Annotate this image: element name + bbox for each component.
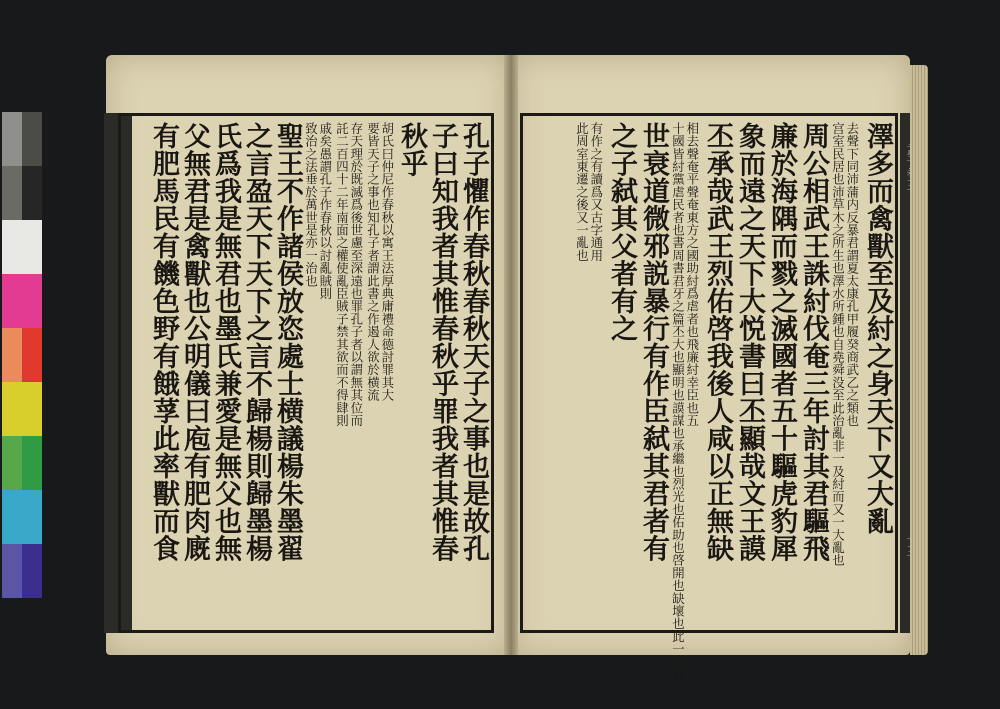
right-commentary-column-pair <box>671 122 698 681</box>
calibration-swatch <box>22 382 42 436</box>
right-commentary-line: 有作之有讀爲又古字通用 <box>588 122 604 262</box>
left-main-text-column: 氏爲我是無君也墨氏兼愛是無父也無 <box>210 122 241 562</box>
left-commentary-line: 存天理於既滅爲後世慮至深遠也罪孔子者以謂無其位而 <box>348 122 364 427</box>
right-main-text-column: 象而遠之天下大悦書曰丕顯哉文王謨 <box>734 122 765 562</box>
left-page <box>106 55 509 655</box>
calibration-swatch <box>2 382 22 436</box>
left-main-text-column: 父無君是禽獸也公明儀曰庖有肥肉廐 <box>179 122 210 562</box>
right-commentary-line: 去聲下同沛蒲内反暴君謂夏太康孔甲履癸商武乙之類也 <box>844 122 860 427</box>
calibration-swatch <box>22 436 42 490</box>
right-main-text-column: 之子弑其父者有之 <box>606 122 637 342</box>
calibration-swatch <box>2 112 22 166</box>
calibration-swatch <box>22 166 42 220</box>
color-calibration-strip <box>2 112 43 598</box>
open-book <box>106 55 928 681</box>
calibration-swatch <box>22 274 42 328</box>
calibration-swatch <box>22 112 42 166</box>
left-commentary-line: 託二百四十二年南面之權使亂臣賊子禁其欲而不得肆則 <box>334 122 350 427</box>
left-commentary-column-pair <box>335 122 362 427</box>
calibration-swatch <box>22 544 42 598</box>
calibration-swatch <box>2 166 22 220</box>
left-commentary-line: 致治之法垂於萬世是亦一治也 <box>303 122 319 288</box>
left-main-text-column: 有肥馬民有饑色野有餓莩此率獸而食 <box>148 122 179 562</box>
right-page <box>512 55 910 681</box>
left-page-frame <box>118 113 494 633</box>
calibration-swatch <box>22 328 42 382</box>
right-main-text-column: 丕承哉武王烈佑啓我後人咸以正無缺 <box>702 122 733 562</box>
left-commentary-line: 胡氏曰仲尼作春秋以寓王法厚典庸禮命德討罪其大 <box>379 122 395 402</box>
calibration-swatch <box>22 220 42 274</box>
calibration-swatch <box>2 274 22 328</box>
right-commentary-line: 此周室東遷之後又一亂也 <box>574 122 590 262</box>
page-edges <box>910 65 928 655</box>
calibration-swatch <box>2 328 22 382</box>
left-main-text-column: 聖王不作諸侯放恣處士横議楊朱墨翟 <box>272 122 303 562</box>
book-gutter <box>504 55 518 655</box>
calibration-swatch <box>2 544 22 598</box>
right-main-text-column: 廉於海隅而戮之滅國者五十驅虎豹犀 <box>766 122 797 562</box>
right-main-text-column: 澤多而禽獸至及紂之身天下又大亂 <box>862 122 893 535</box>
left-commentary-column-pair <box>366 122 393 401</box>
right-commentary-column-pair <box>831 122 858 567</box>
right-commentary-line: 十國皆紂黨虐民者也書周書君牙之篇丕大也顯明也謨謀也承繼也烈光也佑助也啓開也缺壞也此一治也 <box>670 122 686 681</box>
right-main-text-column: 周公相武王誅紂伐奄三年討其君驅飛 <box>798 122 829 562</box>
right-commentary-line: 相去聲奄平聲奄東方之國助紂爲虐者也飛廉紂幸臣也五 <box>684 122 700 427</box>
right-page-frame <box>520 113 898 681</box>
left-main-text-column: 孔子懼作春秋春秋天子之事也是故孔 <box>458 122 489 562</box>
calibration-swatch <box>22 490 42 544</box>
right-main-text-column: 世衰道微邪説暴行有作臣弑其君者有 <box>638 122 669 562</box>
calibration-swatch <box>2 490 22 544</box>
left-commentary-line: 戚矣愚謂孔子作春秋以討亂賊則 <box>317 122 333 300</box>
left-main-text-column: 之言盈天下天下之言不歸楊則歸墨楊 <box>241 122 272 562</box>
left-main-text-column: 秋乎 <box>396 122 427 177</box>
left-main-text-column: 子曰知我者其惟春秋乎罪我者其惟春 <box>427 122 458 562</box>
left-commentary-line: 要皆天子之事也知孔子者謂此書之作遏人欲於横流 <box>365 122 381 402</box>
left-commentary-column-pair <box>304 122 331 300</box>
right-commentary-line: 宫室民居也沛草木之所生也澤水所鍾也自堯舜没至此治亂非一及紂而又一大亂也 <box>830 122 846 567</box>
right-commentary-column-pair <box>575 122 602 262</box>
calibration-swatch <box>2 436 22 490</box>
calibration-swatch <box>2 220 22 274</box>
